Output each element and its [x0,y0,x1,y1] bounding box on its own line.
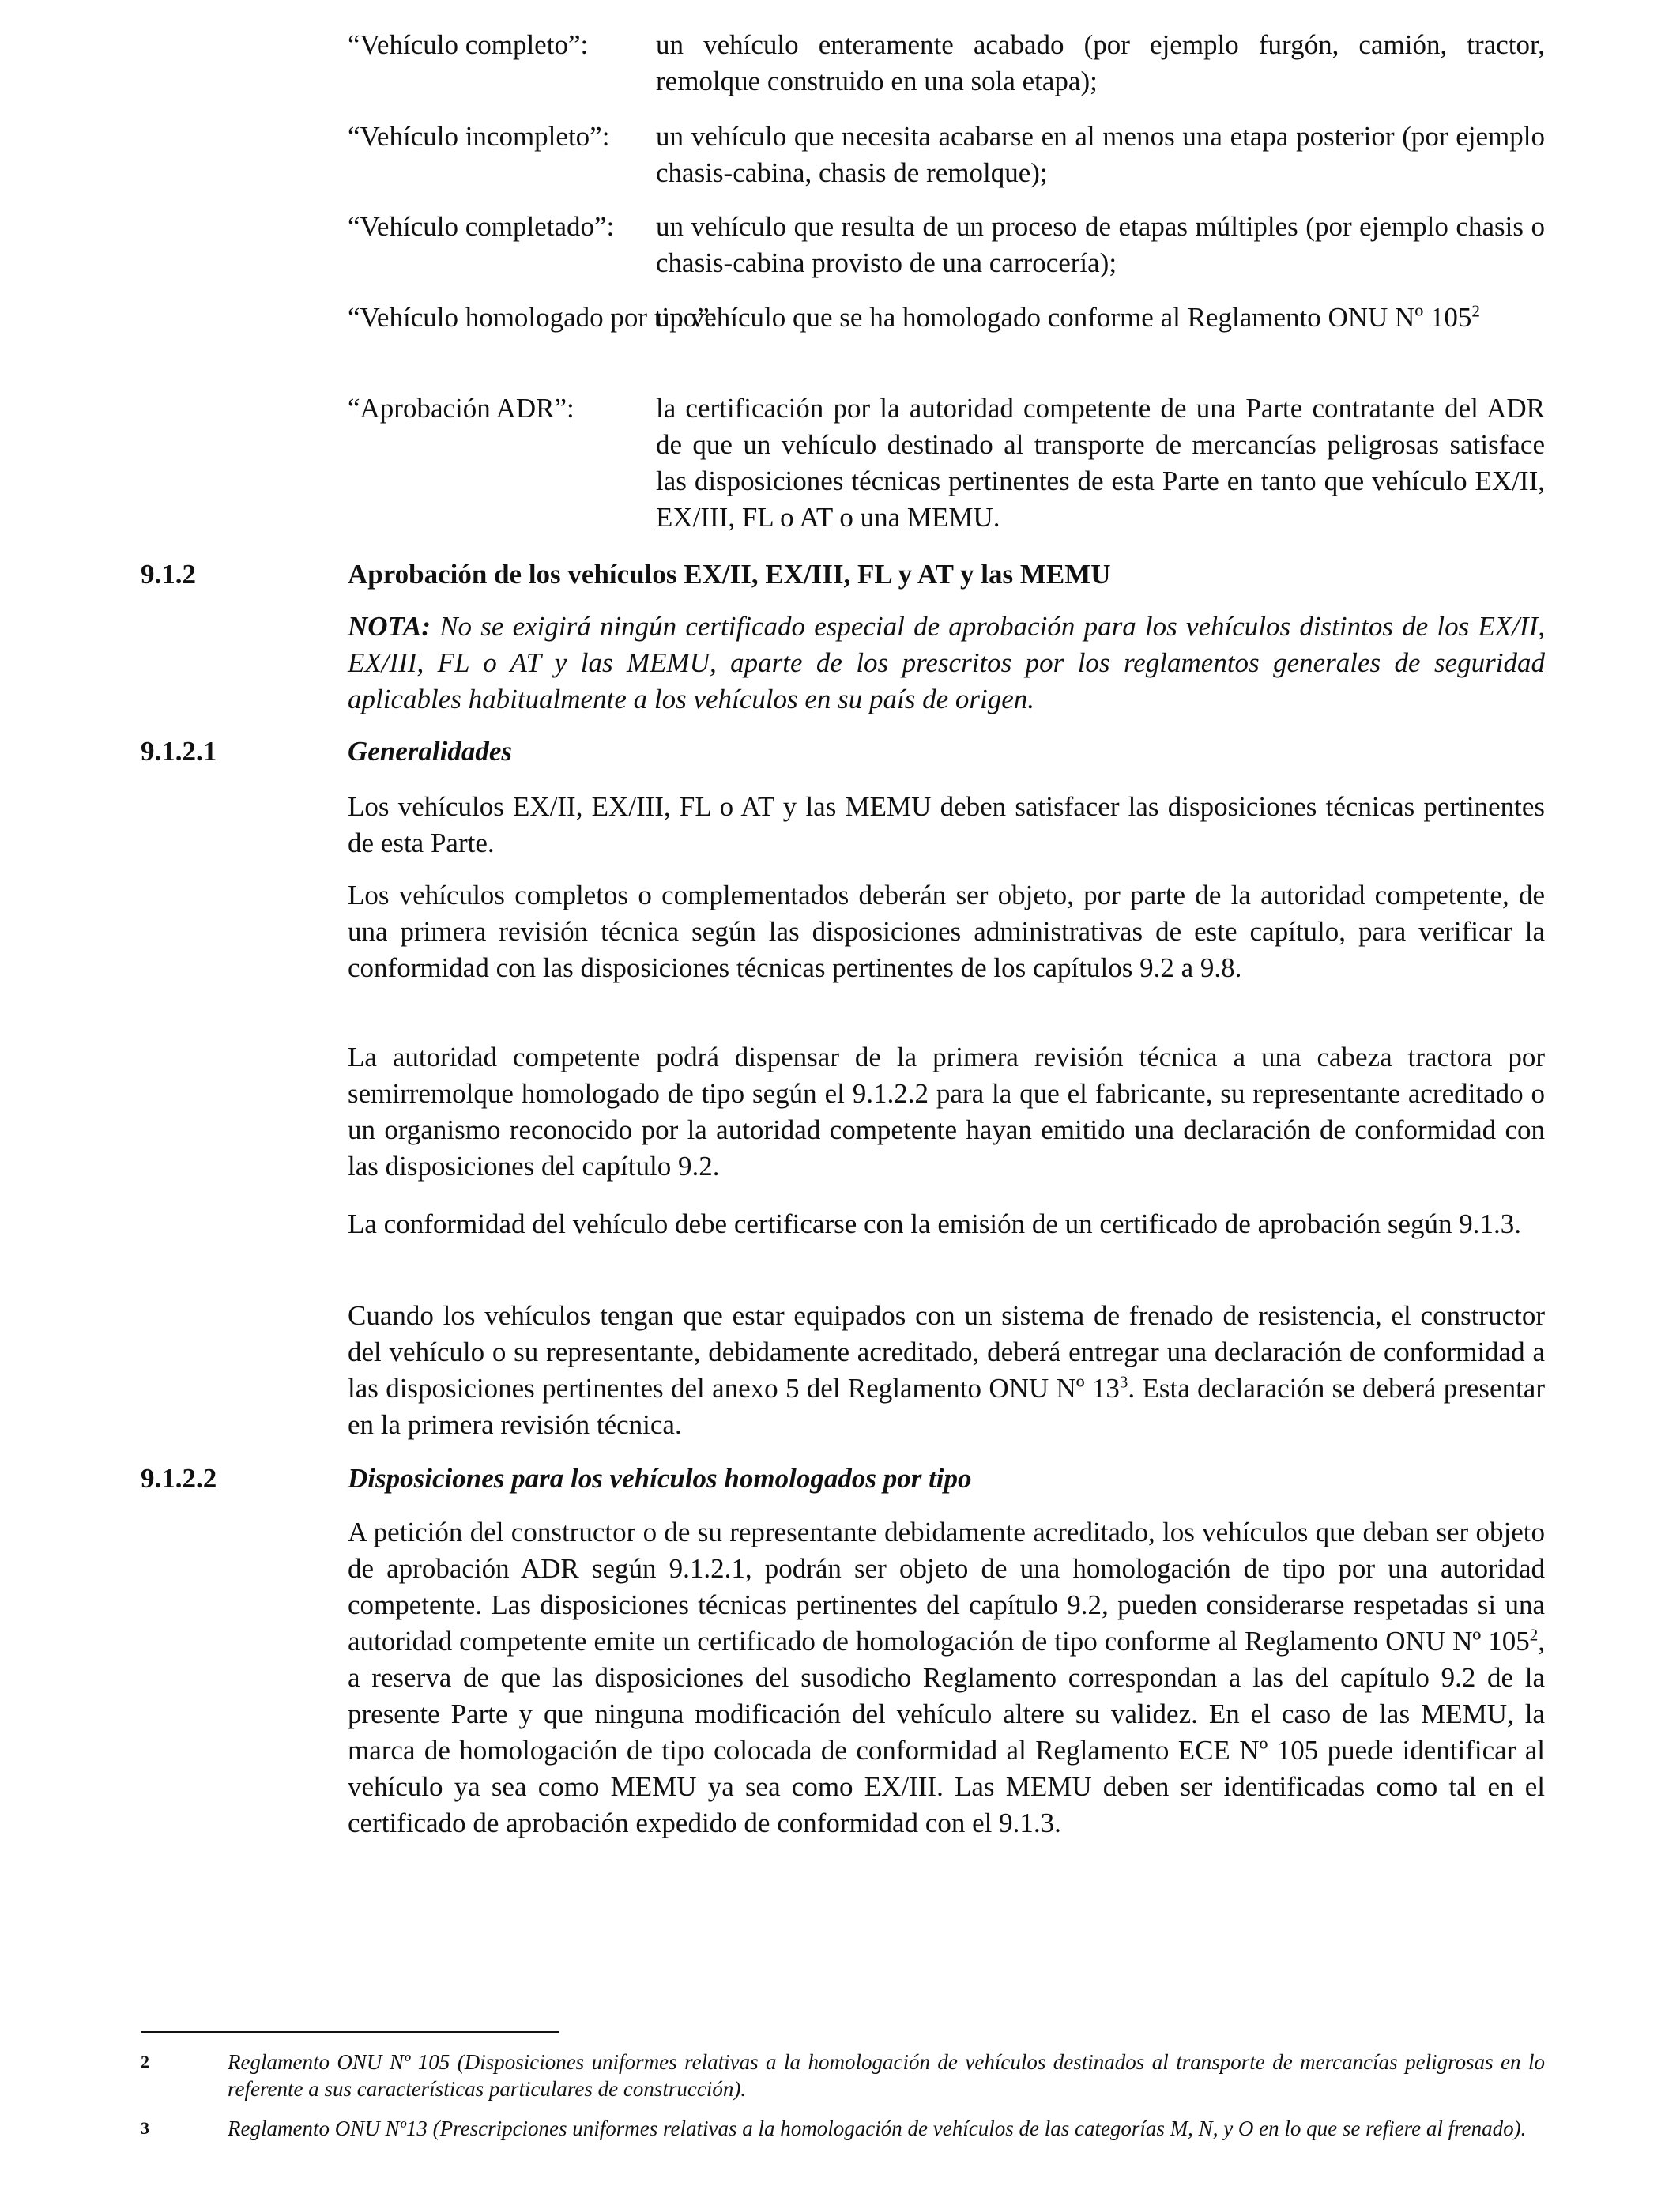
section-number: 9.1.2.2 [141,1463,217,1494]
footnote-text: Reglamento ONU Nº 105 (Disposiciones uniformes relativas a la homologación de vehículos destinados al transporte de mercancías peligrosas en lo referente a sus características particulares de construcción). [228,2050,1545,2101]
definition-term: “Vehículo homologado por tipo”: [348,302,718,333]
footnote-ref: 3 [1119,1372,1128,1392]
definition-text: un vehículo que se ha homologado conforme al Reglamento ONU Nº $105^2$ [656,301,1480,333]
definition-vehiculo-completo [348,27,1545,100]
footnote-number: 2 [141,2052,149,2071]
note-label: NOTA: [348,611,431,642]
paragraph: A petición del constructor o de su representante debidamente acreditado, los vehículos que deban ser objeto de aprobación ADR según 9.1.2.1, podrán ser objeto de una homologación de tipo por una autoridad competente. Las disposiciones técnicas pertinentes del capítulo 9.2, pueden considerarse respetadas si una autoridad competente emite un certificado de homologación de tipo conforme al Reglamento ONU Nº $105^2$, a reserva de que las disposiciones del susodicho Reglamento correspondan a las del capítulo 9.2 de la presente Parte y que ninguna modificación del vehículo altere su validez. En el caso de las MEMU, la marca de homologación de tipo colocada de conformidad al Reglamento ECE Nº 105 puede identificar al vehículo ya sea como MEMU ya sea como EX/III. Las MEMU deben ser identificadas como tal en el certificado de aprobación expedido de conformidad con el 9.1.3. [348,1517,1545,1838]
definition-vehiculo-completado [348,209,1545,281]
paragraph: Los vehículos EX/II, EX/III, FL o AT y las MEMU deben satisfacer las disposiciones técnicas pertinentes de esta Parte. [348,791,1545,858]
definition-term: “Aprobación ADR”: [348,393,574,424]
footnote-number: 3 [141,2118,149,2138]
footnote [141,2115,1545,2142]
section-number: 9.1.2.1 [141,736,217,767]
definition-term: “Vehículo incompleto”: [348,121,610,152]
section-title: Disposiciones para los vehículos homologados por tipo [348,1463,972,1494]
definition-term: “Vehículo completo”: [348,29,589,60]
definition-text: un vehículo que necesita acabarse en al menos una etapa posterior (por ejemplo chasis-cabina, chasis de remolque); [656,121,1545,188]
section-title: Generalidades [348,736,513,767]
paragraph: La autoridad competente podrá dispensar de la primera revisión técnica a una cabeza tractora por semirremolque homologado de tipo según el 9.1.2.2 para la que el fabricante, su representante acreditado o un organismo reconocido por la autoridad competente hayan emitido una declaración de conformidad con las disposiciones del capítulo 9.2. [348,1042,1545,1182]
paragraph: La conformidad del vehículo debe certificarse con la emisión de un certificado de aprobación según 9.1.3. [348,1208,1521,1239]
definition-text: la certificación por la autoridad competente de una Parte contratante del ADR de que un vehículo destinado al transporte de mercancías peligrosas satisface las disposiciones técnicas pertinentes de esta Parte en tanto que vehículo EX/II, EX/III, FL o AT o una MEMU. [656,393,1545,533]
definition-vehiculo-homologado [348,300,1545,336]
section-title: Aprobación de los vehículos EX/II, EX/III, FL y AT y las MEMU [348,559,1111,590]
definition-text: un vehículo enteramente acabado (por ejemplo furgón, camión, tractor, remolque construido en una sola etapa); [656,29,1545,96]
footnote-ref: 2 [1471,301,1480,321]
definition-vehiculo-incompleto [348,119,1545,191]
note-paragraph: NOTA: No se exigirá ningún certificado especial de aprobación para los vehículos distintos de los EX/II, EX/III, FL o AT y las MEMU, aparte de los prescritos por los reglamentos generales de seguridad aplicables habitualmente a los vehículos en su país de origen. [348,611,1545,714]
footnote-separator [141,2031,559,2033]
definition-aprobacion-adr [348,390,1545,536]
footnote [141,2049,1545,2102]
section-number: 9.1.2 [141,559,196,590]
paragraph: Cuando los vehículos tengan que estar equipados con un sistema de frenado de resistencia, el constructor del vehículo o su representante, debidamente acreditado, deberá entregar una declaración de conformidad a las disposiciones pertinentes del anexo 5 del Reglamento ONU Nº $13^3$. Esta declaración se deberá presentar en la primera revisión técnica. [348,1300,1545,1440]
definition-text: un vehículo que resulta de un proceso de etapas múltiples (por ejemplo chasis o chasis-cabina provisto de una carrocería); [656,211,1545,278]
footnote-ref: 2 [1529,1625,1539,1645]
footnote-text: Reglamento ONU Nº13 (Prescripciones uniformes relativas a la homologación de vehículos de las categorías M, N, y O en lo que se refiere al frenado). [228,2117,1527,2140]
definition-term: “Vehículo completado”: [348,211,615,242]
paragraph: Los vehículos completos o complementados deberán ser objeto, por parte de la autoridad competente, de una primera revisión técnica según las disposiciones administrativas de este capítulo, para verificar la conformidad con las disposiciones técnicas pertinentes de los capítulos 9.2 a 9.8. [348,880,1545,983]
